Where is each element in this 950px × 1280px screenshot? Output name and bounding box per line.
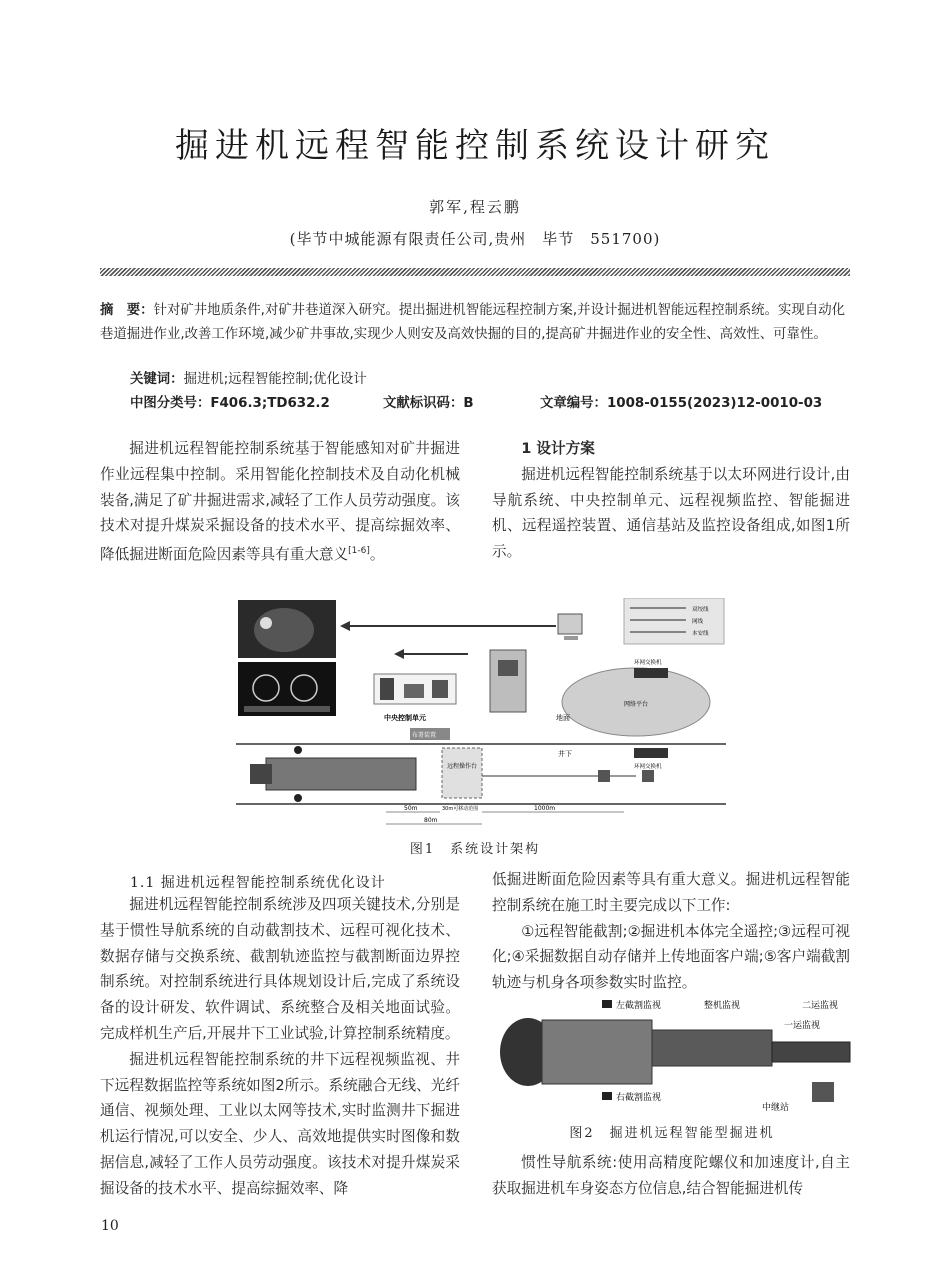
camera-icon bbox=[602, 1000, 612, 1008]
deployment-device-label: 布署装置 bbox=[412, 732, 437, 739]
keywords bbox=[130, 368, 367, 387]
abstract-label: 摘 要： bbox=[100, 303, 154, 318]
conveyor-1 bbox=[652, 1030, 772, 1066]
ring-switch-label-top: 环网交换机 bbox=[634, 660, 662, 666]
relay-station-device bbox=[812, 1082, 834, 1102]
legend-item-twisted-pair: 双绞线 bbox=[692, 607, 709, 613]
dim-50m: 50m bbox=[404, 805, 418, 812]
subsection-1-1-para-2: 掘进机远程智能控制系统的井下远程视频监视、井下远程数据监控等系统如图2所示。系统融合无线、光纤通信、视频处理、工业以太网等技术,实时监测井下掘进机运行情况,可以安全、少人、高效地提供实时图像和数据信息,减轻了工作人员劳动强度。该技术对提升煤炭采掘设备的技术水平、提高综掘效率、降 bbox=[100, 1050, 460, 1197]
remote-station-label: 远程操作台 bbox=[446, 763, 478, 770]
abstract-text: 针对矿井地质条件,对矿井巷道深入研究。提出掘进机智能远程控制方案,并设计掘进机智能远程控制系统。实现自动化巷道掘进作业,改善工作环境,减少矿井事故,实现少人则安及高效快掘的目的,提高矿井掘进作业的安全性、高效性、可靠性。 bbox=[100, 303, 845, 342]
ring-switch-label-bottom: 环网交换机 bbox=[634, 764, 662, 770]
figure-1-caption: 图1 系统设计架构 bbox=[409, 842, 541, 857]
document-code: 文献标识码：B bbox=[383, 396, 474, 411]
subsection-1-1-body bbox=[100, 892, 460, 1202]
tunnel-image bbox=[254, 608, 314, 652]
section-1 bbox=[492, 436, 850, 565]
relay-station-label: 中继站 bbox=[762, 1103, 790, 1113]
legend-item-intrinsic-safe: 本安线 bbox=[692, 631, 709, 637]
figure-1-system-architecture bbox=[236, 598, 726, 828]
page-number: 10 bbox=[101, 1218, 119, 1234]
camera-icon bbox=[602, 1092, 612, 1100]
section-1-heading: 1 设计方案 bbox=[521, 440, 595, 457]
subsection-1-1-heading: 1.1 掘进机远程智能控制系统优化设计 bbox=[130, 875, 386, 891]
col4-para-1: 低掘进断面危险因素等具有重大意义。掘进机远程智能控制系统在施工时主要完成以下工作: bbox=[492, 871, 850, 914]
intro-paragraph bbox=[100, 436, 460, 568]
control-cabinet bbox=[490, 650, 526, 712]
underground-label: 井下 bbox=[558, 750, 572, 758]
roadheader-machine bbox=[266, 758, 416, 790]
whole-machine-label: 整机监视 bbox=[704, 1001, 741, 1011]
second-conveyor-label: 二运监视 bbox=[802, 1001, 839, 1011]
affiliation: (毕节中城能源有限责任公司,贵州 毕节 551700) bbox=[289, 230, 661, 248]
intro-citation: [1-6] bbox=[348, 546, 370, 557]
intro-text: 掘进机远程智能控制系统基于智能感知对矿井掘进作业远程集中控制。采用智能化控制技术及自动化机械装备,满足了矿井掘进需求,减轻了工作人员劳动强度。该技术对提升煤炭采掘设备的技术水平、提高综掘效率、降低掘进断面危险因素等具有重大意义 bbox=[100, 440, 460, 564]
keywords-text: 掘进机;远程智能控制;优化设计 bbox=[183, 372, 367, 387]
ring-switch-underground bbox=[634, 748, 668, 758]
header-divider bbox=[100, 268, 850, 276]
figure-2-roadheader bbox=[492, 992, 852, 1117]
conveyor-2 bbox=[772, 1042, 850, 1062]
inertial-navigation-paragraph bbox=[492, 1150, 850, 1202]
dim-1000m: 1000m bbox=[534, 805, 556, 812]
remote-operation-station bbox=[442, 748, 482, 798]
legend-box bbox=[624, 598, 724, 644]
right-cut-label: 右截割监视 bbox=[616, 1093, 662, 1103]
legend-item-network-cable: 网线 bbox=[692, 619, 704, 625]
intro-end: 。 bbox=[369, 546, 385, 564]
dim-30m: 30m可移动范围 bbox=[442, 806, 479, 812]
col5-text: 惯性导航系统:使用高精度陀螺仪和加速度计,自主获取掘进机车身姿态方位信息,结合智能掘进机传 bbox=[492, 1154, 850, 1197]
section-1-text: 掘进机远程智能控制系统基于以太环网进行设计,由导航系统、中央控制单元、远程视频监控、智能掘进机、远程遥控装置、通信基站及监控设备组成,如图1所示。 bbox=[492, 465, 850, 561]
roadheader-body bbox=[542, 1020, 652, 1084]
first-conveyor-label: 一运监视 bbox=[784, 1021, 821, 1031]
figure-2-caption: 图2 掘进机远程智能型掘进机 bbox=[569, 1126, 775, 1141]
clc-number: 中图分类号：F406.3;TD632.2 bbox=[130, 396, 330, 411]
article-number: 文章编号：1008-0155(2023)12-0010-03 bbox=[540, 396, 823, 411]
right-column-text bbox=[492, 867, 850, 996]
ground-label: 地面 bbox=[556, 714, 570, 722]
authors: 郭军,程云鹏 bbox=[429, 198, 521, 216]
paper-title: 掘进机远程智能控制系统设计研究 bbox=[175, 126, 775, 166]
keywords-label: 关键词： bbox=[130, 372, 184, 387]
central-control-label: 中央控制单元 bbox=[384, 714, 426, 722]
network-platform-label: 网络平台 bbox=[624, 701, 649, 708]
computer-icon bbox=[558, 614, 582, 634]
abstract bbox=[100, 299, 852, 347]
subsection-1-1-para-1: 掘进机远程智能控制系统涉及四项关键技术,分别是基于惯性导航系统的自动截割技术、远程可视化技术、数据存储与交换系统、截割轨迹监控与截割断面边界控制系统。对控制系统进行具体规划设计后,完成了系统设备的设计研发、软件调试、系统整合及相关地面试验。完成样机生产后,开展井下工业试验,计算控制系统精度。 bbox=[100, 896, 460, 1042]
col4-para-2: ①远程智能截割;②掘进机本体完全遥控;③远程可视化;④采掘数据自动存储并上传地面客户端;⑤客户端截割轨迹与机身各项参数实时监控。 bbox=[492, 922, 850, 992]
dim-80m: 80m bbox=[424, 817, 438, 824]
left-cut-label: 左截割监视 bbox=[616, 1001, 662, 1011]
